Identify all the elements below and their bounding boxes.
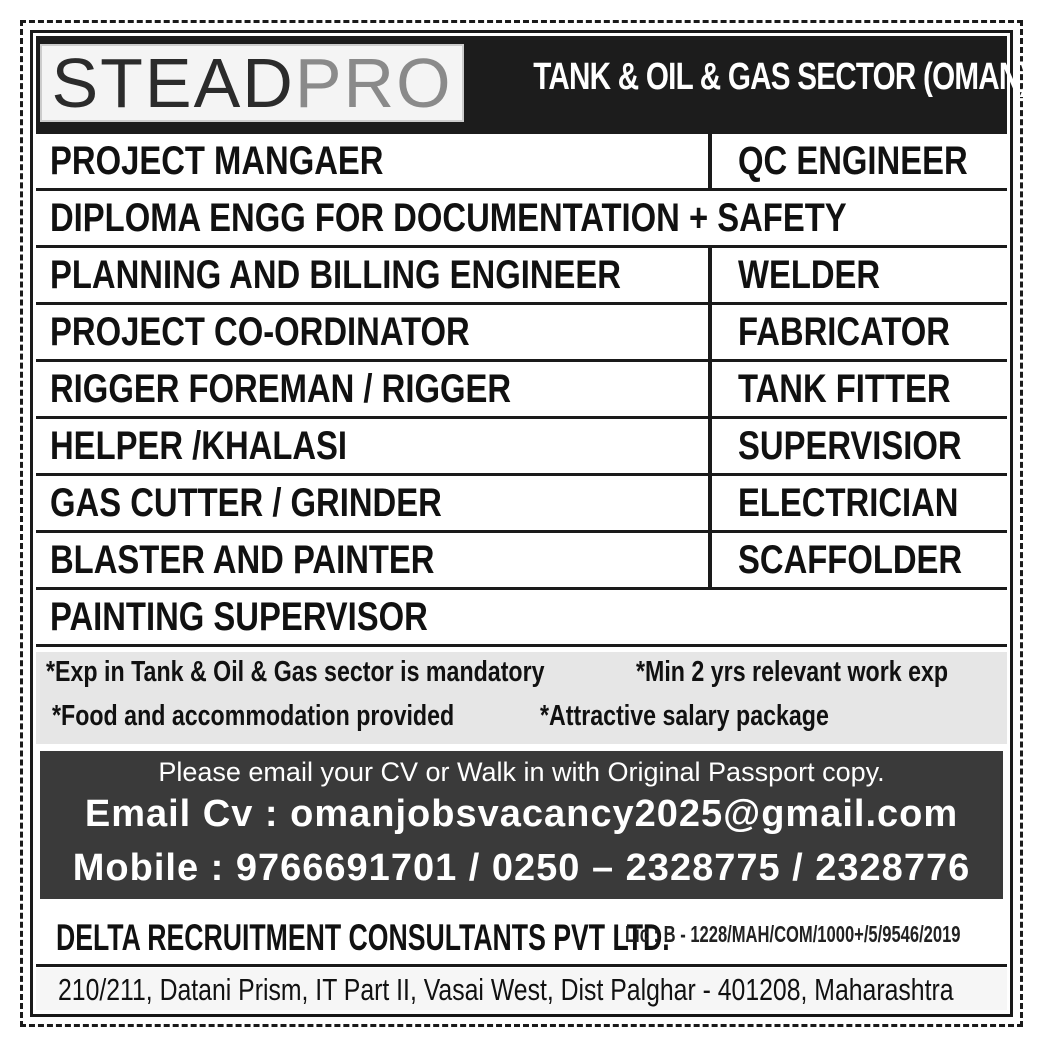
job-title: RIGGER FOREMAN / RIGGER xyxy=(50,367,512,411)
column-divider xyxy=(708,362,712,416)
job-row xyxy=(36,134,1007,191)
job-title: DIPLOMA ENGG FOR DOCUMENTATION + SAFETY xyxy=(50,196,847,240)
contact-panel xyxy=(40,751,1003,899)
job-title: BLASTER AND PAINTER xyxy=(50,538,435,582)
company-name: DELTA RECRUITMENT CONSULTANTS PVT LTD. xyxy=(56,917,670,958)
job-row xyxy=(36,362,1007,419)
job-title: WELDER xyxy=(738,253,881,297)
job-row xyxy=(36,590,1007,647)
job-title: TANK FITTER xyxy=(738,367,951,411)
divider xyxy=(36,964,1007,967)
job-title: HELPER /KHALASI xyxy=(50,424,348,468)
address-bar xyxy=(36,968,1007,1010)
job-title: PAINTING SUPERVISOR xyxy=(50,595,428,639)
job-row xyxy=(36,305,1007,362)
column-divider xyxy=(708,305,712,359)
column-divider xyxy=(708,533,712,587)
column-divider xyxy=(708,134,712,188)
note-item: *Exp in Tank & Oil & Gas sector is mandatory xyxy=(46,656,545,688)
note-item: *Food and accommodation provided xyxy=(52,700,455,732)
sector-title: TANK & OIL & GAS SECTOR (OMAN) xyxy=(533,56,1029,98)
email-contact[interactable]: Email Cv : omanjobsvacancy2025@gmail.com xyxy=(84,793,959,835)
company-logo xyxy=(40,44,464,122)
mobile-contact[interactable]: Mobile : 9766691701 / 0250 – 2328775 / 2328776 xyxy=(72,847,971,889)
apply-instruction: Please email your CV or Walk in with Original Passport copy. xyxy=(158,757,885,787)
license-number: Lic : B - 1228/MAH/COM/1000+/5/9546/2019 xyxy=(625,921,961,947)
job-row xyxy=(36,533,1007,590)
job-title: GAS CUTTER / GRINDER xyxy=(50,481,442,525)
job-row xyxy=(36,476,1007,533)
column-divider xyxy=(708,419,712,473)
job-title: SCAFFOLDER xyxy=(738,538,963,582)
note-item: *Attractive salary package xyxy=(540,700,829,732)
job-title: SUPERVISIOR xyxy=(738,424,962,468)
logo-text-dark: STEAD xyxy=(51,44,295,122)
job-title: ELECTRICIAN xyxy=(738,481,959,525)
job-row xyxy=(36,248,1007,305)
note-item: *Min 2 yrs relevant work exp xyxy=(636,656,949,688)
job-title: PLANNING AND BILLING ENGINEER xyxy=(50,253,621,297)
job-row xyxy=(36,191,1007,248)
job-row xyxy=(36,419,1007,476)
job-list xyxy=(36,134,1007,647)
logo-text-light: PRO xyxy=(294,44,453,122)
job-title: FABRICATOR xyxy=(738,310,950,354)
job-title: PROJECT CO-ORDINATOR xyxy=(50,310,470,354)
company-info xyxy=(40,909,1003,963)
job-title: PROJECT MANGAER xyxy=(50,139,384,183)
job-title: QC ENGINEER xyxy=(738,139,968,183)
requirements-notes xyxy=(36,652,1007,744)
company-address: 210/211, Datani Prism, IT Part II, Vasai West, Dist Palghar - 401208, Maharashtra xyxy=(58,972,954,1007)
column-divider xyxy=(708,476,712,530)
column-divider xyxy=(708,248,712,302)
